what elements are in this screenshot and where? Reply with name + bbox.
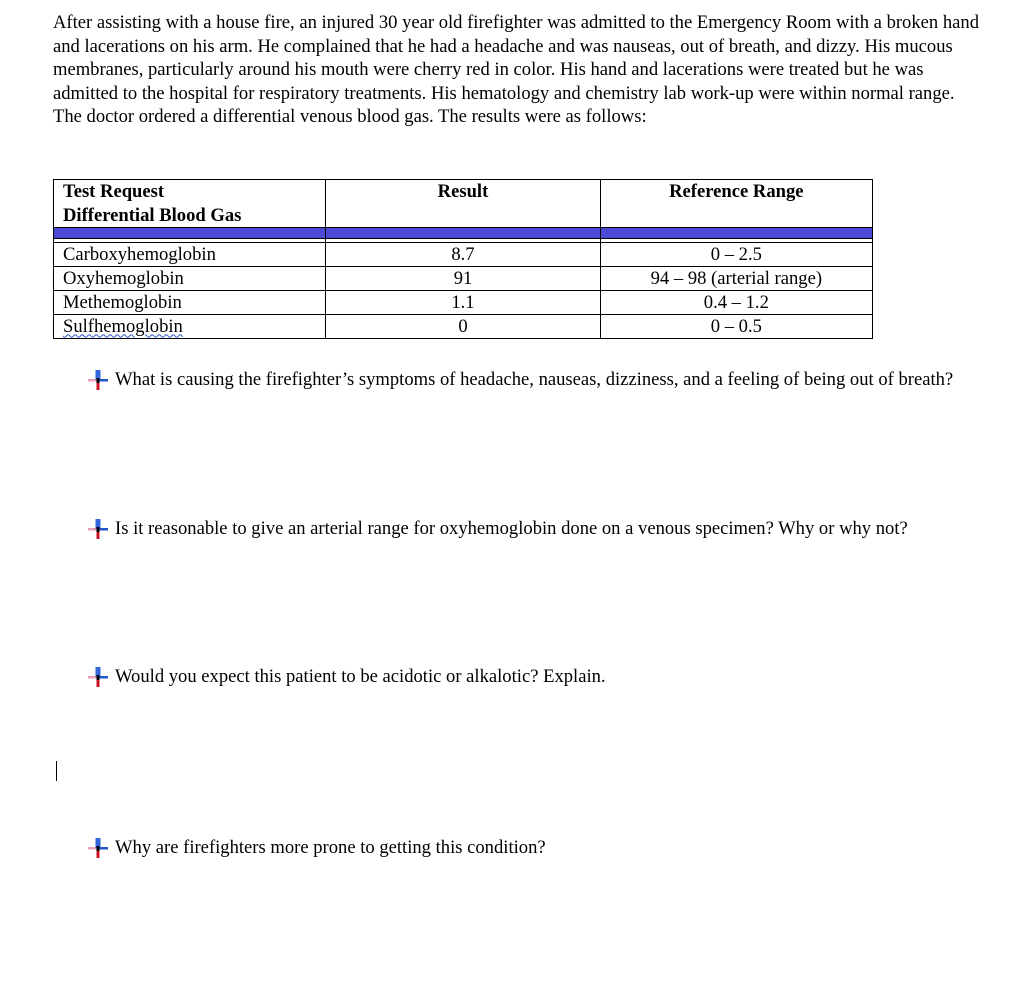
table-header-row (54, 180, 873, 228)
test-name: Oxyhemoglobin (54, 267, 326, 291)
case-description: After assisting with a house fire, an injured 30 year old firefighter was admitted to the Emergency Room with a broken hand and lacerations on his arm. He complained that he had a headache and was nauseas, out of breath, and dizzy. His mucous membranes, particularly around his mouth were cherry red in color. His hand and lacerations were treated but he was admitted to the hospital for respiratory treatments. His hematology and chemistry lab work-up were within normal range. The doctor ordered a differential venous blood gas. The results were as follows: (53, 12, 979, 128)
header-test-line1: Test Request (63, 181, 165, 202)
question-3 (86, 665, 986, 689)
test-result: 8.7 (326, 243, 600, 267)
test-range: 0 – 2.5 (600, 243, 872, 267)
question-4 (86, 836, 986, 860)
test-range: 0.4 – 1.2 (600, 291, 872, 315)
question-text: Would you expect this patient to be acidotic or alkalotic? Explain. (115, 666, 606, 687)
blood-gas-results-table (53, 179, 873, 339)
header-test-line2: Differential Blood Gas (63, 204, 242, 226)
header-test-request (54, 180, 326, 228)
test-name: Carboxyhemoglobin (54, 243, 326, 267)
table-row (54, 315, 873, 339)
test-range: 94 – 98 (arterial range) (600, 267, 872, 291)
table-blue-band (54, 228, 873, 239)
question-2 (86, 517, 986, 541)
plus-bullet-icon (86, 837, 110, 859)
question-text: What is causing the firefighter’s symptoms of headache, nauseas, dizziness, and a feeling of being out of breath? (115, 369, 954, 390)
table-row (54, 243, 873, 267)
table-row (54, 291, 873, 315)
text-cursor (56, 761, 57, 781)
test-range: 0 – 0.5 (600, 315, 872, 339)
question-text: Why are firefighters more prone to getting this condition? (115, 837, 546, 858)
test-name: Methemoglobin (54, 291, 326, 315)
test-result: 0 (326, 315, 600, 339)
header-reference-range: Reference Range (600, 180, 872, 228)
header-result: Result (326, 180, 600, 228)
spellcheck-word: Sulfhemoglobin (63, 315, 183, 337)
test-result: 1.1 (326, 291, 600, 315)
test-result: 91 (326, 267, 600, 291)
table-row (54, 267, 873, 291)
plus-bullet-icon (86, 369, 110, 391)
plus-bullet-icon (86, 666, 110, 688)
question-1 (86, 368, 986, 392)
question-text: Is it reasonable to give an arterial range for oxyhemoglobin done on a venous specimen? Why or why not? (115, 518, 908, 539)
test-name (54, 315, 326, 339)
plus-bullet-icon (86, 518, 110, 540)
